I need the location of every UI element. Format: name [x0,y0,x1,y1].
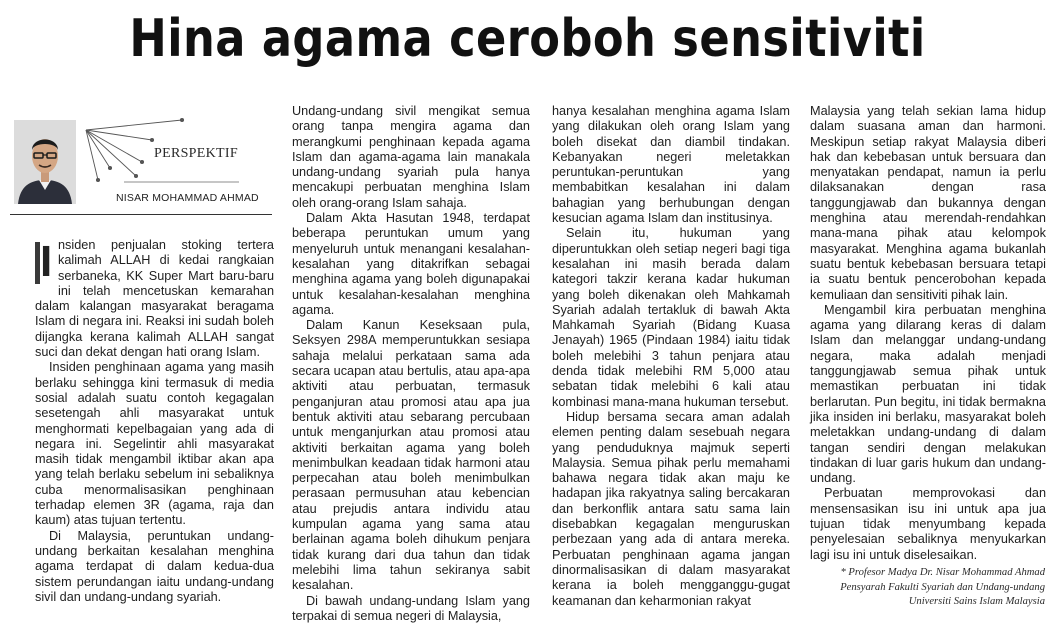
paragraph: Di Malaysia, peruntukan undang-undang berkaitan kesalahan menghina agama terdapat di dalam kedua-dua sistem perundangan iaitu undang-undang sivil dan undang-undang syariah. [35,529,274,605]
paragraph: hanya kesalahan menghina agama Islam yang dilakukan oleh orang Islam yang boleh disekat dan diambil tindakan. Kebanyakan negeri meletakkan peruntukan-peruntukan yang membabitkan kesalahan ini dalam bahagian yang berhubungan dengan kesucian agama Islam dan institusinya. [552,104,790,226]
footnote-line: Pensyarah Fakulti Syariah dan Undang-undang [812,581,1045,596]
section-label: PERSPEKTIF [154,146,238,162]
footnote-line: * Profesor Madya Dr. Nisar Mohammad Ahmad [812,566,1045,581]
article-column-3 [552,104,790,609]
paragraph: Mengambil kira perbuatan menghina agama yang dilarang keras di dalam Islam dan melanggar undang-undang negara, maka adalah menjadi tanggungjawab semua pihak untuk memastikan perbuatan ini tidak berlarutan. Pun begitu, ini tidak bermakna jika insiden ini berlaku, masyarakat boleh meletakkan undang-undang di dalam tangan sendiri dengan melakukan tindakan di luar garis hukum dan undang-undang. [810,303,1046,487]
paragraph: Dalam Kanun Keseksaan pula, Seksyen 298A memperuntukkan sesiapa sahaja melalui perkataan sama ada secara ucapan atau bertulis, atau apa-apa aktiviti atau perbuatan, termasuk penganjuran atau promosi atau apa jua bentuk aktiviti atau sebarang percubaan untuk menganjurkan atau promosi atau aktiviti berkaitan agama yang boleh menimbulkan keadaan tidak harmoni atau perpecahan atau boleh menimbulkan perasaan permusuhan atau kebencian atau prejudis antara individu atau kumpulan agama yang sama atau berlainan agama boleh dihukum penjara tidak kurang dari dua tahun dan tidak melebihi lima tahun sekiranya sabit kesalahan. [292,318,530,593]
author-photo [14,120,76,204]
article-column-1 [35,238,274,605]
article-column-4 [810,104,1046,563]
paragraph: Di bawah undang-undang Islam yang terpakai di semua negeri di Malaysia, [292,594,530,624]
article-column-2 [292,104,530,624]
author-name: NISAR MOHAMMAD AHMAD [116,192,259,204]
paragraph: Hidup bersama secara aman adalah elemen penting dalam sesebuah negara yang penduduknya majmuk seperti Malaysia. Semua pihak perlu memahami bahawa negara tidak akan maju ke hadapan jika rakyatnya saling bercakaran dan berkonflik antara satu sama lain disebabkan kegagalan menguruskan perbezaan yang ada di antara mereka. Perbuatan penghinaan agama jangan dinormalisasikan di dalam masyarakat kerana ia boleh mengganggu-gugat keamanan dan keharmonian rakyat [552,410,790,609]
paragraph: Selain itu, hukuman yang diperuntukkan oleh setiap negeri bagi tiga kesalahan ini masih berada dalam kategori takzir kerana kadar hukuman yang boleh dikenakan oleh Mahkamah Syariah adalah tertakluk di bawah Akta Mahkamah Syariah (Bidang Kuasa Jenayah) 1965 (Pindaan 1984) iaitu tidak boleh melebihi 3 tahun penjara atau denda tidak melebihi RM 5,000 atau sebatan tidak melebihi 6 kali atau kombinasi mana-mana hukuman tersebut. [552,226,790,410]
drop-cap: I [35,242,52,284]
paragraph: Undang-undang sivil mengikat semua orang tanpa mengira agama dan merangkumi penghinaan kepada agama Islam dan agama-agama lain manakala undang-undang syariah pula hanya mencakupi perbuatan menghina Islam oleh orang-orang Islam sahaja. [292,104,530,211]
author-portrait-image [14,120,76,204]
byline-divider [10,214,272,215]
author-footnote [812,566,1045,610]
paragraph: Dalam Akta Hasutan 1948, terdapat beberapa peruntukan umum yang menyeluruh untuk menangani kesalahan-kesalahan yang ditakrifkan sebagai menghina agama yang boleh digunapakai untuk kesalahan-kesalahan menghina agama. [292,211,530,318]
paragraph: nsiden penjualan stoking tertera kalimah ALLAH di kedai rangkaian serbaneka, KK Super Mart baru-baru ini telah mencetuskan kemarahan dalam kalangan masyarakat beragama Islam di negara ini. Reaksi ini sudah boleh dijangka kerana kalimah ALLAH sangat suci dan dekat dengan hati orang Islam. [35,238,274,360]
article-headline: Hina agama ceroboh sensitiviti [74,6,981,72]
paragraph: Malaysia yang telah sekian lama hidup dalam suasana aman dan harmoni. Meskipun setiap rakyat Malaysia diberi hak dan kebebasan untuk bersuara dan menyatakan pendapat, namun ia perlu dilaksanakan dengan rasa tanggungjawab dan bukannya dengan menghina atau merendah-rendahkan mana-mana pihak atau kelompok masyarakat. Menghina agama bukanlah suatu bentuk kebebasan bersuara tetapi ia suatu bentuk pencerobohan kepada kemuliaan dan sensitiviti pihak lain. [810,104,1046,303]
paragraph: Insiden penghinaan agama yang masih berlaku sehingga kini termasuk di media sosial adalah suatu contoh kegagalan sesetengah ahli masyarakat untuk menghormati kepelbagaian yang ada di negara ini. Segelintir ahli masyarakat masih tidak mengambil iktibar akan apa yang telah berlaku sebelum ini sebaliknya cuba menormalisasikan penghinaan terhadap elemen 3R (agama, raja dan kaum) atas tujuan tertentu. [35,360,274,528]
paragraph: Perbuatan memprovokasi dan mensensasikan isu ini untuk apa jua tujuan tidak menyumbang kepada penyelesaian sebaliknya menyukarkan lagi isu ini untuk diselesaikan. [810,486,1046,562]
footnote-line: Universiti Sains Islam Malaysia [812,595,1045,610]
